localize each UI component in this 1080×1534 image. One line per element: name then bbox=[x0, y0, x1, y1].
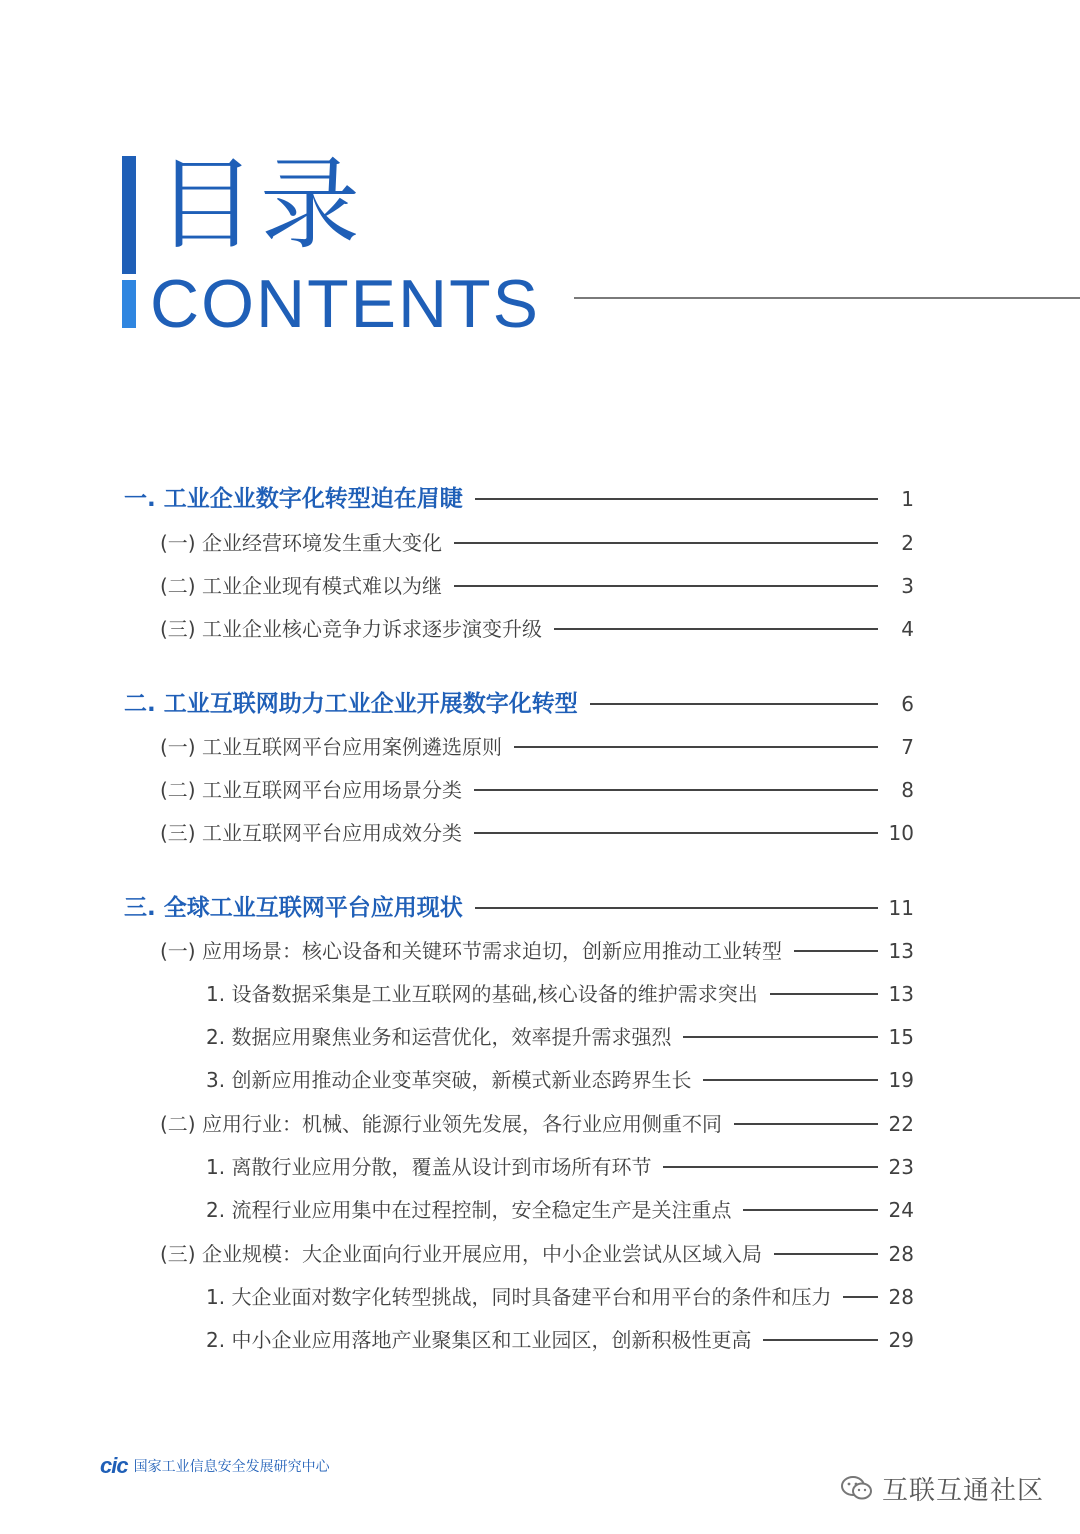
toc-entry-title: (三) 工业企业核心竞争力诉求逐步演变升级 bbox=[160, 617, 542, 641]
toc-page-number: 10 bbox=[888, 821, 914, 845]
toc-leader-line bbox=[590, 703, 878, 705]
toc-entry-title: 1. 离散行业应用分散，覆盖从设计到市场所有环节 bbox=[206, 1155, 652, 1179]
toc-entry-title: (二) 工业互联网平台应用场景分类 bbox=[160, 778, 462, 802]
toc-entry[interactable] bbox=[0, 1106, 1080, 1142]
toc-entry-title: (一) 工业互联网平台应用案例遴选原则 bbox=[160, 735, 502, 759]
toc-entry-title: (三) 企业规模：大企业面向行业开展应用，中小企业尝试从区域入局 bbox=[160, 1242, 762, 1266]
toc-entry[interactable] bbox=[0, 1019, 1080, 1055]
toc-page-number: 13 bbox=[888, 982, 914, 1006]
toc-entry[interactable] bbox=[0, 815, 1080, 851]
wechat-icon bbox=[840, 1475, 874, 1501]
toc-page-number: 23 bbox=[888, 1155, 914, 1179]
toc-entry-title: 2. 中小企业应用落地产业聚集区和工业园区，创新积极性更高 bbox=[206, 1328, 752, 1352]
toc-page-number: 19 bbox=[888, 1068, 914, 1092]
toc-entry[interactable] bbox=[0, 976, 1080, 1012]
toc-entry[interactable] bbox=[0, 686, 1080, 722]
toc-leader-line bbox=[554, 628, 878, 630]
toc-entry-title: 3. 创新应用推动企业变革突破，新模式新业态跨界生长 bbox=[206, 1068, 692, 1092]
toc-page-number: 6 bbox=[901, 692, 914, 716]
toc-entry[interactable] bbox=[0, 611, 1080, 647]
toc-entry[interactable] bbox=[0, 890, 1080, 926]
toc-entry-title: (二) 工业企业现有模式难以为继 bbox=[160, 574, 442, 598]
toc-entry[interactable] bbox=[0, 568, 1080, 604]
toc-entry-title: 二. 工业互联网助力工业企业开展数字化转型 bbox=[124, 691, 578, 717]
toc-entry[interactable] bbox=[0, 481, 1080, 517]
toc-leader-line bbox=[475, 907, 878, 909]
toc-entry[interactable] bbox=[0, 1279, 1080, 1315]
toc-leader-line bbox=[454, 585, 878, 587]
toc-page-number: 7 bbox=[901, 735, 914, 759]
toc-entry-title: 1. 设备数据采集是工业互联网的基础,核心设备的维护需求突出 bbox=[206, 982, 758, 1006]
toc-page-number: 24 bbox=[888, 1198, 914, 1222]
footer-logo bbox=[100, 1453, 330, 1479]
toc-page-number: 8 bbox=[901, 778, 914, 802]
toc-entry-title: (一) 企业经营环境发生重大变化 bbox=[160, 531, 442, 555]
toc-page-number: 28 bbox=[888, 1285, 914, 1309]
toc-entry[interactable] bbox=[0, 1149, 1080, 1185]
toc-leader-line bbox=[774, 1253, 878, 1255]
toc-entry-title: 2. 流程行业应用集中在过程控制，安全稳定生产是关注重点 bbox=[206, 1198, 732, 1222]
title-divider bbox=[574, 297, 1080, 299]
page-title-cn: 目录 bbox=[156, 146, 364, 263]
footer-org-name: 国家工业信息安全发展研究中心 bbox=[133, 1459, 330, 1475]
toc-entry[interactable] bbox=[0, 1062, 1080, 1098]
toc-page-number: 22 bbox=[888, 1112, 914, 1136]
toc-page-number: 28 bbox=[888, 1242, 914, 1266]
toc-page-number: 2 bbox=[901, 531, 914, 555]
toc-entry-title: 1. 大企业面对数字化转型挑战，同时具备建平台和用平台的条件和压力 bbox=[206, 1285, 832, 1309]
toc-leader-line bbox=[514, 746, 878, 748]
toc-entry-title: 2. 数据应用聚焦业务和运营优化，效率提升需求强烈 bbox=[206, 1025, 672, 1049]
toc-leader-line bbox=[843, 1296, 878, 1298]
wechat-watermark bbox=[840, 1468, 1044, 1508]
title-accent-bar-dark bbox=[122, 156, 136, 274]
toc-leader-line bbox=[683, 1036, 878, 1038]
toc-leader-line bbox=[794, 950, 878, 952]
toc-leader-line bbox=[475, 498, 878, 500]
toc-page-number: 4 bbox=[901, 617, 914, 641]
toc-entry[interactable] bbox=[0, 1192, 1080, 1228]
title-accent-bar-light bbox=[122, 280, 136, 328]
toc-page-number: 29 bbox=[888, 1328, 914, 1352]
toc-leader-line bbox=[663, 1166, 878, 1168]
toc-entry[interactable] bbox=[0, 1322, 1080, 1358]
toc-page-number: 15 bbox=[888, 1025, 914, 1049]
toc-entry-title: (三) 工业互联网平台应用成效分类 bbox=[160, 821, 462, 845]
toc-page-number: 13 bbox=[888, 939, 914, 963]
toc-entry[interactable] bbox=[0, 772, 1080, 808]
watermark-text: 互联互通社区 bbox=[882, 1475, 1045, 1506]
toc-leader-line bbox=[763, 1339, 878, 1341]
toc-leader-line bbox=[454, 542, 878, 544]
toc-entry[interactable] bbox=[0, 729, 1080, 765]
page-title-en: CONTENTS bbox=[150, 266, 540, 342]
toc-page-number: 3 bbox=[901, 574, 914, 598]
toc-leader-line bbox=[703, 1079, 878, 1081]
toc-entry-title: 一. 工业企业数字化转型迫在眉睫 bbox=[124, 486, 463, 512]
toc-entry[interactable] bbox=[0, 933, 1080, 969]
toc-entry[interactable] bbox=[0, 525, 1080, 561]
toc-page-number: 11 bbox=[888, 896, 914, 920]
toc-leader-line bbox=[474, 832, 878, 834]
toc-entry-title: (二) 应用行业：机械、能源行业领先发展，各行业应用侧重不同 bbox=[160, 1112, 722, 1136]
toc-leader-line bbox=[770, 993, 878, 995]
toc-entry-title: (一) 应用场景：核心设备和关键环节需求迫切，创新应用推动工业转型 bbox=[160, 939, 782, 963]
toc-leader-line bbox=[734, 1123, 878, 1125]
toc-entry-title: 三. 全球工业互联网平台应用现状 bbox=[124, 895, 463, 921]
toc-entry[interactable] bbox=[0, 1236, 1080, 1272]
toc-leader-line bbox=[474, 789, 878, 791]
cic-logo-icon: cic bbox=[100, 1453, 128, 1478]
toc-page-number: 1 bbox=[901, 487, 914, 511]
toc-leader-line bbox=[743, 1209, 878, 1211]
